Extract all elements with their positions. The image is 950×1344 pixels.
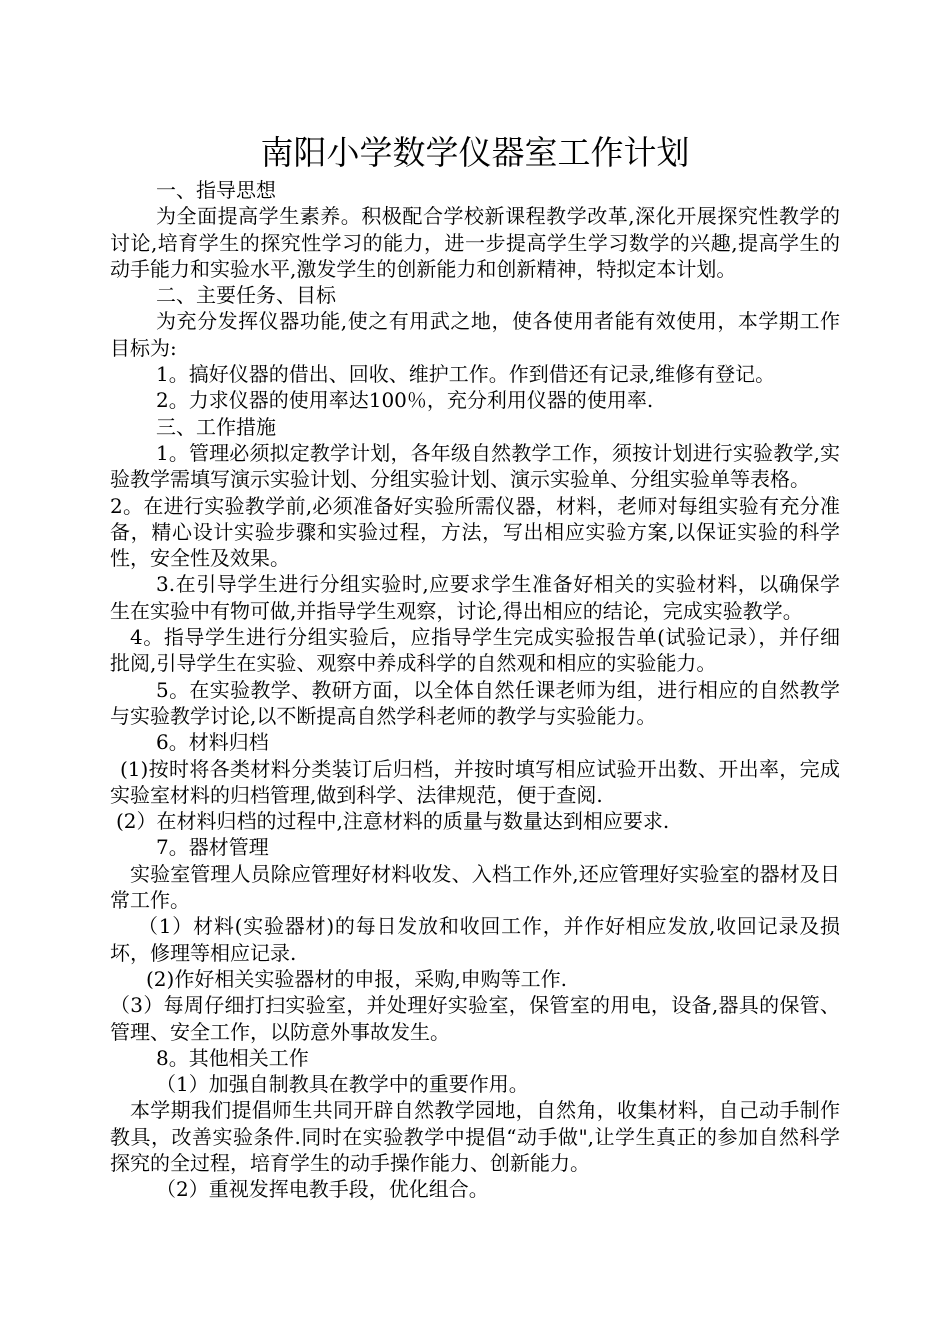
- document-title: 南阳小学数学仪器室工作计划: [260, 133, 690, 172]
- paragraph-tasks-intro: 为充分发挥仪器功能,使之有用武之地，使各使用者能有效使用，本学期工作目标为:: [110, 309, 840, 360]
- measure-8-item-2: （2）重视发挥电教手段，优化组合。: [156, 1177, 489, 1202]
- document-body: [110, 177, 840, 1203]
- paragraph-guiding-ideology: 为全面提高学生素养。积极配合学校新课程教学改革,深化开展探究性教学的讨论,培育学生的探究性学习的能力，进一步提高学生学习数学的兴趣,提高学生的动手能力和实验水平,激发学生的创新能力和创新精神，特拟定本计划。: [110, 204, 840, 281]
- section-heading-tasks-goals: 二、主要任务、目标: [156, 283, 336, 308]
- measure-2: 2。在进行实验教学前,必须准备好实验所需仪器，材料，老师对每组实验有充分准备，精心设计实验步骤和实验过程，方法，写出相应实验方案,以保证实验的科学性，安全性及效果。: [110, 493, 840, 571]
- measure-7-intro: 实验室管理人员除应管理好材料收发、入档工作外,还应管理好实验室的器材及日常工作。: [110, 861, 840, 913]
- measure-3: 3.在引导学生进行分组实验时,应要求学生准备好相关的实验材料，以确保学生在实验中有物可做,并指导学生观察，讨论,得出相应的结论，完成实验教学。: [110, 572, 840, 623]
- measure-6-item-2: (2）在材料归档的过程中,注意材料的质量与数量达到相应要求.: [116, 809, 670, 834]
- measure-8-heading: 8。其他相关工作: [156, 1045, 309, 1070]
- measure-6-heading: 6。材料归档: [156, 730, 269, 755]
- list-item-goal-1: 1。搞好仪器的借出、回收、维护工作。作到借还有记录,维修有登记。: [156, 362, 776, 387]
- measure-8-item-1: （1）加强自制教具在教学中的重要作用。: [156, 1072, 529, 1097]
- list-item-goal-2: 2。力求仪器的使用率达100％，充分利用仪器的使用率.: [156, 388, 654, 413]
- measure-7-item-2: (2)作好相关实验器材的申报，采购,申购等工作.: [146, 966, 568, 991]
- measure-1: 1。管理必须拟定教学计划，各年级自然教学工作，须按计划进行实验教学,实验教学需填写演示实验计划、分组实验计划、演示实验单、分组实验单等表格。: [110, 440, 840, 492]
- section-heading-guiding-ideology: 一、指导思想: [156, 178, 276, 202]
- measure-4: 4。指导学生进行分组实验后，应指导学生完成实验报告单(试验记录），并仔细批阅,引导学生在实验、观察中养成科学的自然观和相应的实验能力。: [110, 625, 840, 676]
- section-heading-measures: 三、工作措施: [156, 414, 276, 439]
- measure-7-item-3: （3）每周仔细打扫实验室，并处理好实验室，保管室的用电，设备,器具的保管、管理、安全工作，以防意外事故发生。: [110, 993, 840, 1044]
- measure-7-item-1: （1）材料(实验器材)的每日发放和收回工作，并作好相应发放,收回记录及损坏，修理等相应记录.: [110, 914, 840, 965]
- measure-5: 5。在实验教学、教研方面，以全体自然任课老师为组，进行相应的自然教学与实验教学讨论,以不断提高自然学科老师的教学与实验能力。: [110, 677, 840, 728]
- measure-6-item-1: (1)按时将各类材料分类装订后归档，并按时填写相应试验开出数、开出率，完成实验室材料的归档管理,做到科学、法律规范，便于查阅.: [110, 756, 840, 807]
- measure-7-heading: 7。器材管理: [156, 835, 269, 860]
- measure-8-item-1-detail: 本学期我们提倡师生共同开辟自然教学园地，自然角，收集材料，自己动手制作教具，改善实验条件.同时在实验教学中提倡“动手做",让学生真正的参加自然科学探究的全过程，培育学生的动手操作能力、创新能力。: [110, 1098, 840, 1175]
